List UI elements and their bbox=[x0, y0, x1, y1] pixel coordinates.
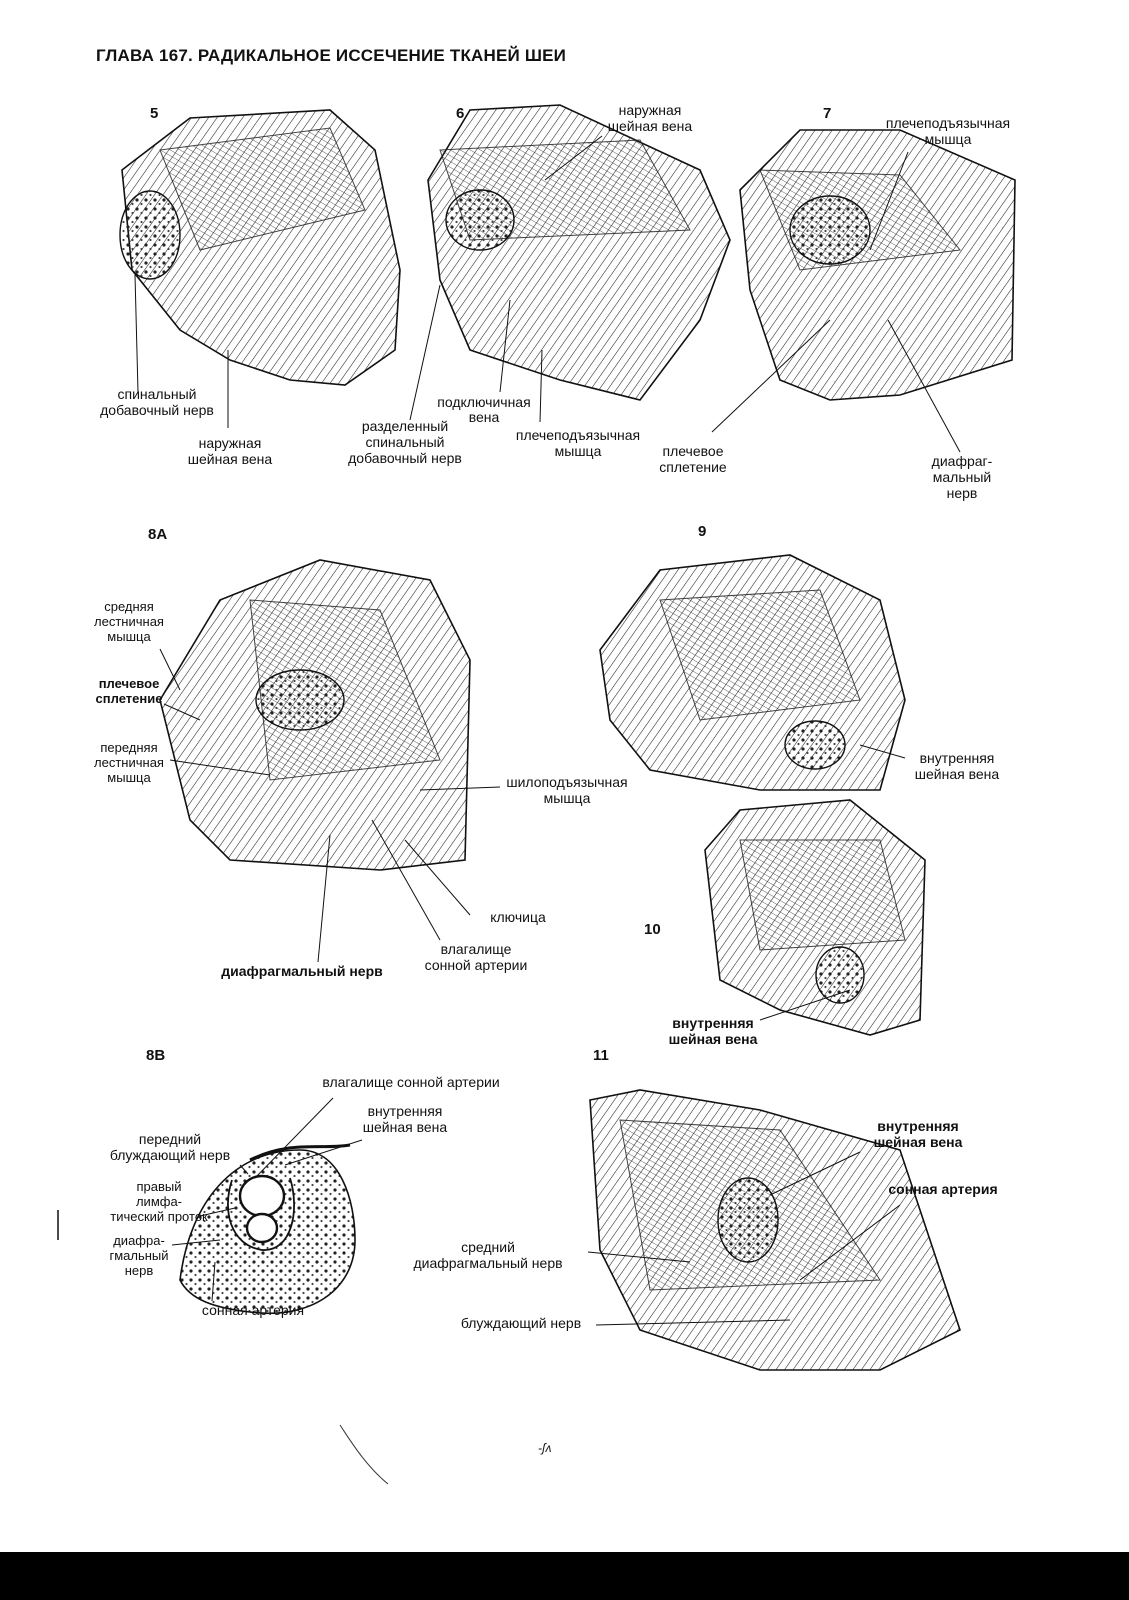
fig-8a-drawing bbox=[160, 560, 470, 870]
fig-5-label-spinal: спинальный добавочный нерв bbox=[100, 386, 214, 418]
fig-7-label-phrenic: диафраг-мальный нерв bbox=[931, 453, 993, 501]
fig-10-label-int-jug: внутренняя шейная вена bbox=[668, 1015, 758, 1047]
fig-8b-number: 8В bbox=[146, 1047, 166, 1064]
fig-6-label-subclav: подключичная вена bbox=[437, 394, 531, 425]
fig-8a-label-ant-scal: передняя лестничная мышца bbox=[94, 740, 164, 785]
fig-8a-number: 8А bbox=[148, 526, 168, 543]
fig-7-drawing bbox=[740, 130, 1015, 400]
fig-6-fat-node bbox=[446, 190, 514, 250]
fig-5-spinal-leader-line bbox=[135, 275, 138, 392]
fig-8b-drawing bbox=[180, 1145, 355, 1313]
bottom-black-band bbox=[0, 1552, 1129, 1600]
stray-scribble bbox=[340, 1425, 388, 1484]
fig-8b-label-phrenic: диафра-гмальный нерв bbox=[109, 1233, 169, 1278]
fig-8b-label-lymph: правый лимфа-тический проток bbox=[110, 1179, 208, 1224]
page-title: ГЛАВА 167. РАДИКАЛЬНОЕ ИССЕЧЕНИЕ ТКАНЕЙ ШЕИ bbox=[96, 46, 567, 65]
fig-8b-label-int-jug: внутренняя шейная вена bbox=[362, 1103, 448, 1135]
fig-8a-label-sheath: влагалище сонной артерии bbox=[424, 941, 528, 973]
fig-11-label-int-jug: внутренняя шейная вена bbox=[873, 1118, 963, 1150]
fig-11-fat-node bbox=[718, 1178, 778, 1262]
fig-6-label-omohyoid: плечеподъязычная мышца bbox=[515, 427, 641, 459]
fig-5-label-ext-jug: наружная шейная вена bbox=[187, 435, 273, 467]
fig-8a-label-middle-scal: средняя лестничная мышца bbox=[94, 599, 164, 644]
fig-6-label-ext-jug: наружная шейная вена bbox=[607, 102, 693, 134]
fig-6-number: 6 bbox=[456, 105, 465, 122]
fig-8a-label-phrenic: диафрагмальный нерв bbox=[221, 963, 383, 979]
fig-5-fat-node bbox=[120, 191, 180, 279]
fig-10-drawing bbox=[705, 800, 925, 1035]
fig-11-number: 11 bbox=[593, 1047, 609, 1064]
fig-8b-label-ant-vagus: передний блуждающий нерв bbox=[109, 1131, 231, 1163]
fig-8b-label-sheath: влагалище сонной артерии bbox=[322, 1074, 500, 1090]
fig-5-number: 5 bbox=[150, 105, 159, 122]
fig-8a-label-plexus: плечевое сплетение bbox=[95, 676, 163, 706]
fig-6-drawing bbox=[428, 105, 730, 400]
fig-8b-carotid-circle bbox=[247, 1214, 277, 1242]
fig-5-drawing bbox=[120, 110, 400, 385]
footer-pencil-mark: -ʃʌ bbox=[538, 1441, 552, 1455]
fig-7-label-omohyoid: плечеподъязычная мышца bbox=[885, 115, 1011, 147]
fig-11-label-mid-phrenic: средний диафрагмальный нерв bbox=[413, 1239, 563, 1271]
fig-8b-jugular-vein-circle bbox=[240, 1176, 284, 1216]
fig-9-number: 9 bbox=[698, 523, 707, 540]
fig-11-label-vagus: блуждающий нерв bbox=[460, 1315, 582, 1331]
fig-6-divided-leader-line bbox=[410, 285, 440, 420]
fig-9-label-int-jug: внутренняя шейная вена bbox=[914, 750, 1000, 782]
fig-10-fat-node bbox=[816, 947, 864, 1003]
fig-10-number: 10 bbox=[644, 921, 661, 938]
fig-8a-fat-node bbox=[256, 670, 344, 730]
fig-8b-label-carotid: сонная артерия bbox=[201, 1302, 305, 1318]
fig-11-label-carotid: сонная артерия bbox=[888, 1181, 998, 1197]
fig-6-label-divided: разделенный спинальный добавочный нерв bbox=[348, 418, 462, 466]
fig-7-label-plexus: плечевое сплетение bbox=[659, 443, 727, 475]
fig-7-number: 7 bbox=[823, 105, 832, 122]
fig-7-fat-node bbox=[790, 196, 870, 264]
fig-9-fat-node bbox=[785, 721, 845, 769]
fig-10-muscle-band bbox=[740, 840, 905, 950]
fig-8a-label-clavicle: ключица bbox=[490, 909, 546, 925]
fig-9-drawing bbox=[600, 555, 905, 790]
fig-8a-label-stylohyoid: шилоподъязычная мышца bbox=[506, 774, 628, 806]
